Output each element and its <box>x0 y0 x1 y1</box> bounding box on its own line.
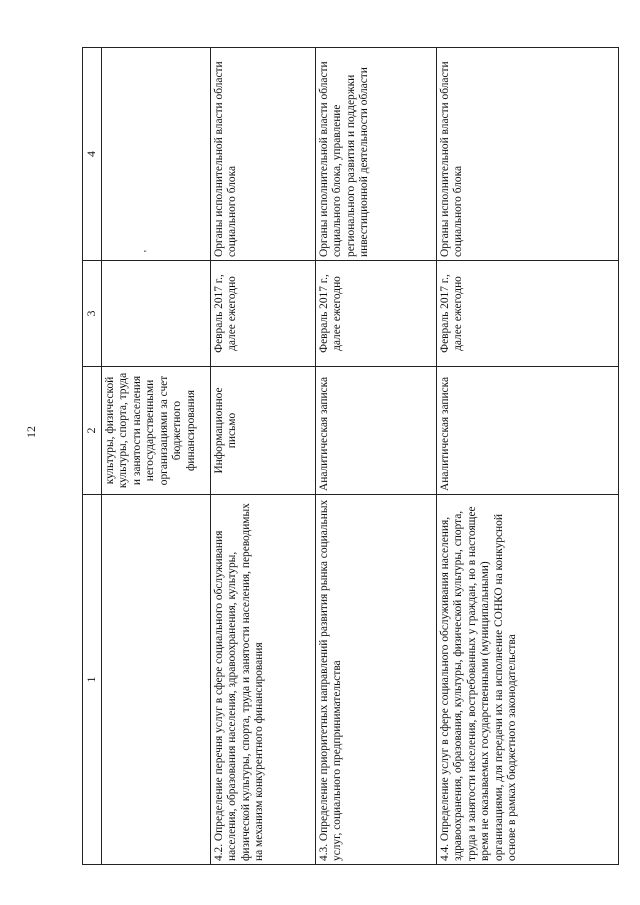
stray-mark: ' <box>142 250 154 252</box>
cell-responsible: Органы исполнительной власти области социального блока <box>436 48 618 261</box>
cell-responsible <box>101 48 210 261</box>
cell-responsible: Органы исполнительной власти области социального блока <box>210 48 315 261</box>
header-cell-2: 2 <box>83 367 102 495</box>
cell-measure: 4.2. Определение перечня услуг в сфере социального обслуживания населения, образования населения, здравоохранения, культуры, физической культуры, спорта, труда и занятости населения, переводимых на механизм конкурентного финансирования <box>210 495 315 865</box>
page-number: 12 <box>24 426 38 438</box>
cell-measure: 4.3. Определение приоритетных направлений развития рынка социальных услуг, социального предпринимательства <box>315 495 436 865</box>
header-cell-3: 3 <box>83 261 102 367</box>
cell-measure: 4.4. Определение услуг в сфере социального обслуживания населения, здравоохранения, образования, культуры, физической культуры, спорта, труда и занятости населения, востребованных у граждан, но в настоящее время не оказываемых государственными (муниципальными) организациями, для передачи их на исполнение СОНКО на конкурсной основе в рамках бюджетного законодательства <box>436 495 618 865</box>
cell-document: Информационное письмо <box>210 367 315 495</box>
table-row <box>436 48 618 865</box>
measures-table <box>82 47 619 865</box>
table-row <box>101 48 210 865</box>
table-row <box>315 48 436 865</box>
header-row <box>83 48 102 865</box>
cell-deadline <box>101 261 210 367</box>
cell-deadline: Февраль 2017 г., далее ежегодно <box>315 261 436 367</box>
cell-document: Аналитическая записка <box>315 367 436 495</box>
cell-deadline: Февраль 2017 г., далее ежегодно <box>210 261 315 367</box>
cell-deadline: Февраль 2017 г., далее ежегодно <box>436 261 618 367</box>
cell-document: культуры, физической культуры, спорта, труда и занятости населения негосударственными организациями за счет бюджетного финансирования <box>101 367 210 495</box>
cell-measure <box>101 495 210 865</box>
header-cell-4: 4 <box>83 48 102 261</box>
header-cell-1: 1 <box>83 495 102 865</box>
cell-responsible: Органы исполнительной власти области социального блока, управление регионального развития и поддержки инвестиционной деятельности области <box>315 48 436 261</box>
document-table-wrapper <box>82 48 610 865</box>
table-row <box>210 48 315 865</box>
cell-document: Аналитическая записка <box>436 367 618 495</box>
